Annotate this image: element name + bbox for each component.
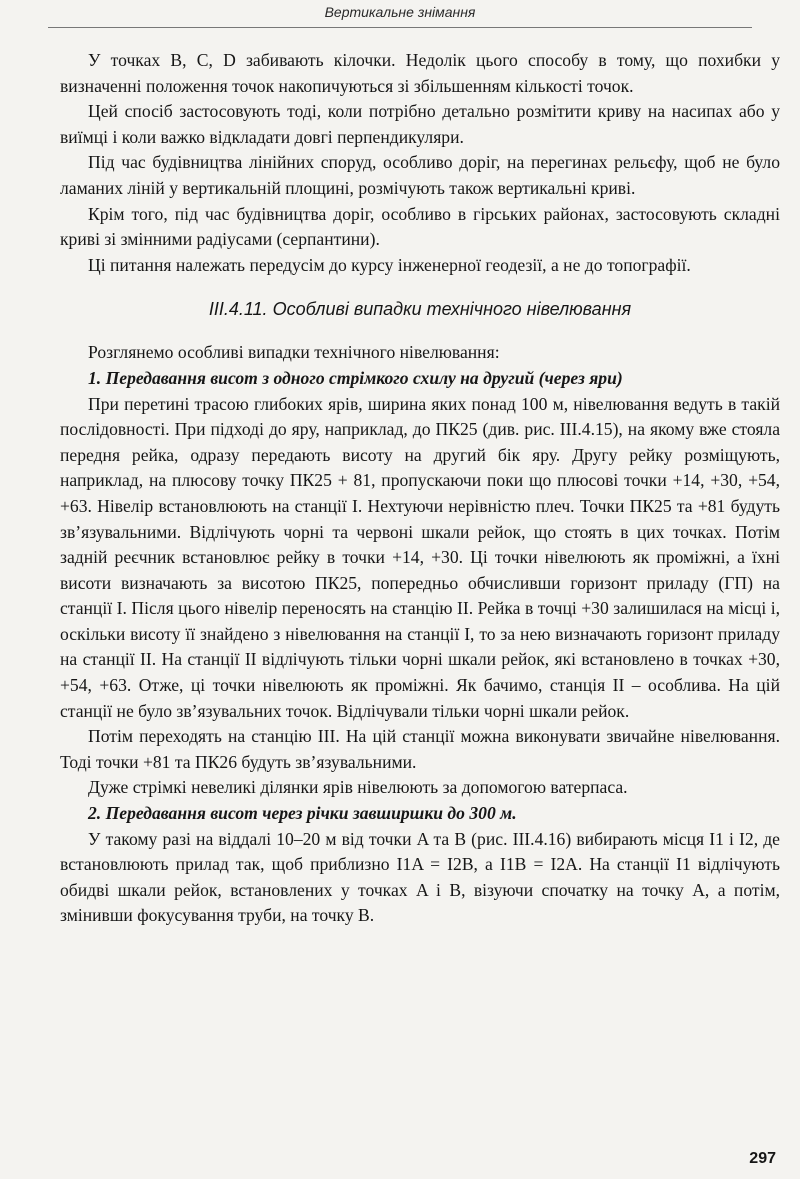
paragraph: Крім того, під час будівництва доріг, особливо в гірських районах, застосовують складні криві зі змінними радіусами (серпантини). xyxy=(60,203,780,250)
subheading: 1. Передавання висот з одного стрімкого схилу на другий (через яри) xyxy=(88,367,623,388)
paragraph: Потім переходять на станцію III. На цій станції можна виконувати звичайне нівелювання. Тоді точки +81 та ПК26 будуть зв’язувальними. xyxy=(60,726,780,772)
header-divider xyxy=(48,27,752,28)
paragraph: Ці питання належать передусім до курсу інженерної геодезії, а не до топографії. xyxy=(88,254,691,275)
paragraph: Дуже стрімкі невеликі ділянки ярів нівелюють за допомогою ватерпаса. xyxy=(88,777,628,798)
subheading: 2. Передавання висот через річки завширшки до 300 м. xyxy=(88,803,517,824)
section-heading: III.4.11. Особливі випадки технічного нівелювання xyxy=(208,299,632,320)
paragraph: Розглянемо особливі випадки технічного нівелювання: xyxy=(88,342,500,363)
body-text xyxy=(60,48,780,929)
running-header: Вертикальне знімання xyxy=(324,4,476,20)
page-number: 297 xyxy=(749,1150,776,1167)
paragraph: Під час будівництва лінійних споруд, особливо доріг, на перегинах рельєфу, щоб не було ламаних ліній у вертикальній площині, розмічують також вертикальні криві. xyxy=(60,152,780,198)
paragraph: У такому разі на віддалі 10–20 м від точки A та B (рис. III.4.16) вибирають місця I1 і I2, де встановлюють прилад так, щоб приблизно I1A = I2B, а I1B = I2A. На станції I1 відлічують обидві шкали рейок, встановлених у точках A і B, візуючи спочатку на точку A, а потім, змінивши фокусування труби, на точку B. xyxy=(60,828,780,926)
paragraph: При перетині трасою глибоких ярів, ширина яких понад 100 м, нівелювання ведуть в такій послідовності. При підході до яру, наприклад, до ПК25 (див. рис. III.4.15), на якому вже стояла передня рейка, одразу передають висоту на другий бік яру. Другу рейку розміщують, наприклад, на плюсову точку ПК25 + 81, пропускаючи поки що плюсові точки +14, +30, +54, +63. Нівелір встановлюють на станції I. Нехтуючи нерівністю плеч. Точки ПК25 та +81 будуть зв’язувальними. Відлічують чорні та червоні шкали рейок, що стоять в цих точках. Потім задній реєчник встановлює рейку в точки +14, +30. Ці точки нівелюють як проміжні, а їхні висоти визначають за висотою ПК25, попередньо обчисливши горизонт приладу (ГП) на станції I. Після цього нівелір переносять на станцію II. Рейка в точці +30 залишилася на місці і, оскільки висоту її знайдено з нівелювання на станції I, то за нею визначають горизонт приладу на станції II. На станції II відлічують тільки чорні шкали рейок, які встановлено в точках +30, +54, +63. Отже, ці точки нівелюють як проміжні. Як бачимо, станція II – особлива. На цій станції не було зв’язувальних точок. Відлічували тільки чорні шкали рейок. xyxy=(60,393,780,721)
paragraph: У точках B, C, D забивають кілочки. Недолік цього способу в тому, що похибки у визначенні положення точок накопичуються зі збільшенням кількості точок. xyxy=(60,50,780,96)
paragraph: Цей спосіб застосовують тоді, коли потрібно детально розмітити криву на насипах або у виїмці і коли важко відкладати довгі перпендикуляри. xyxy=(60,101,780,147)
